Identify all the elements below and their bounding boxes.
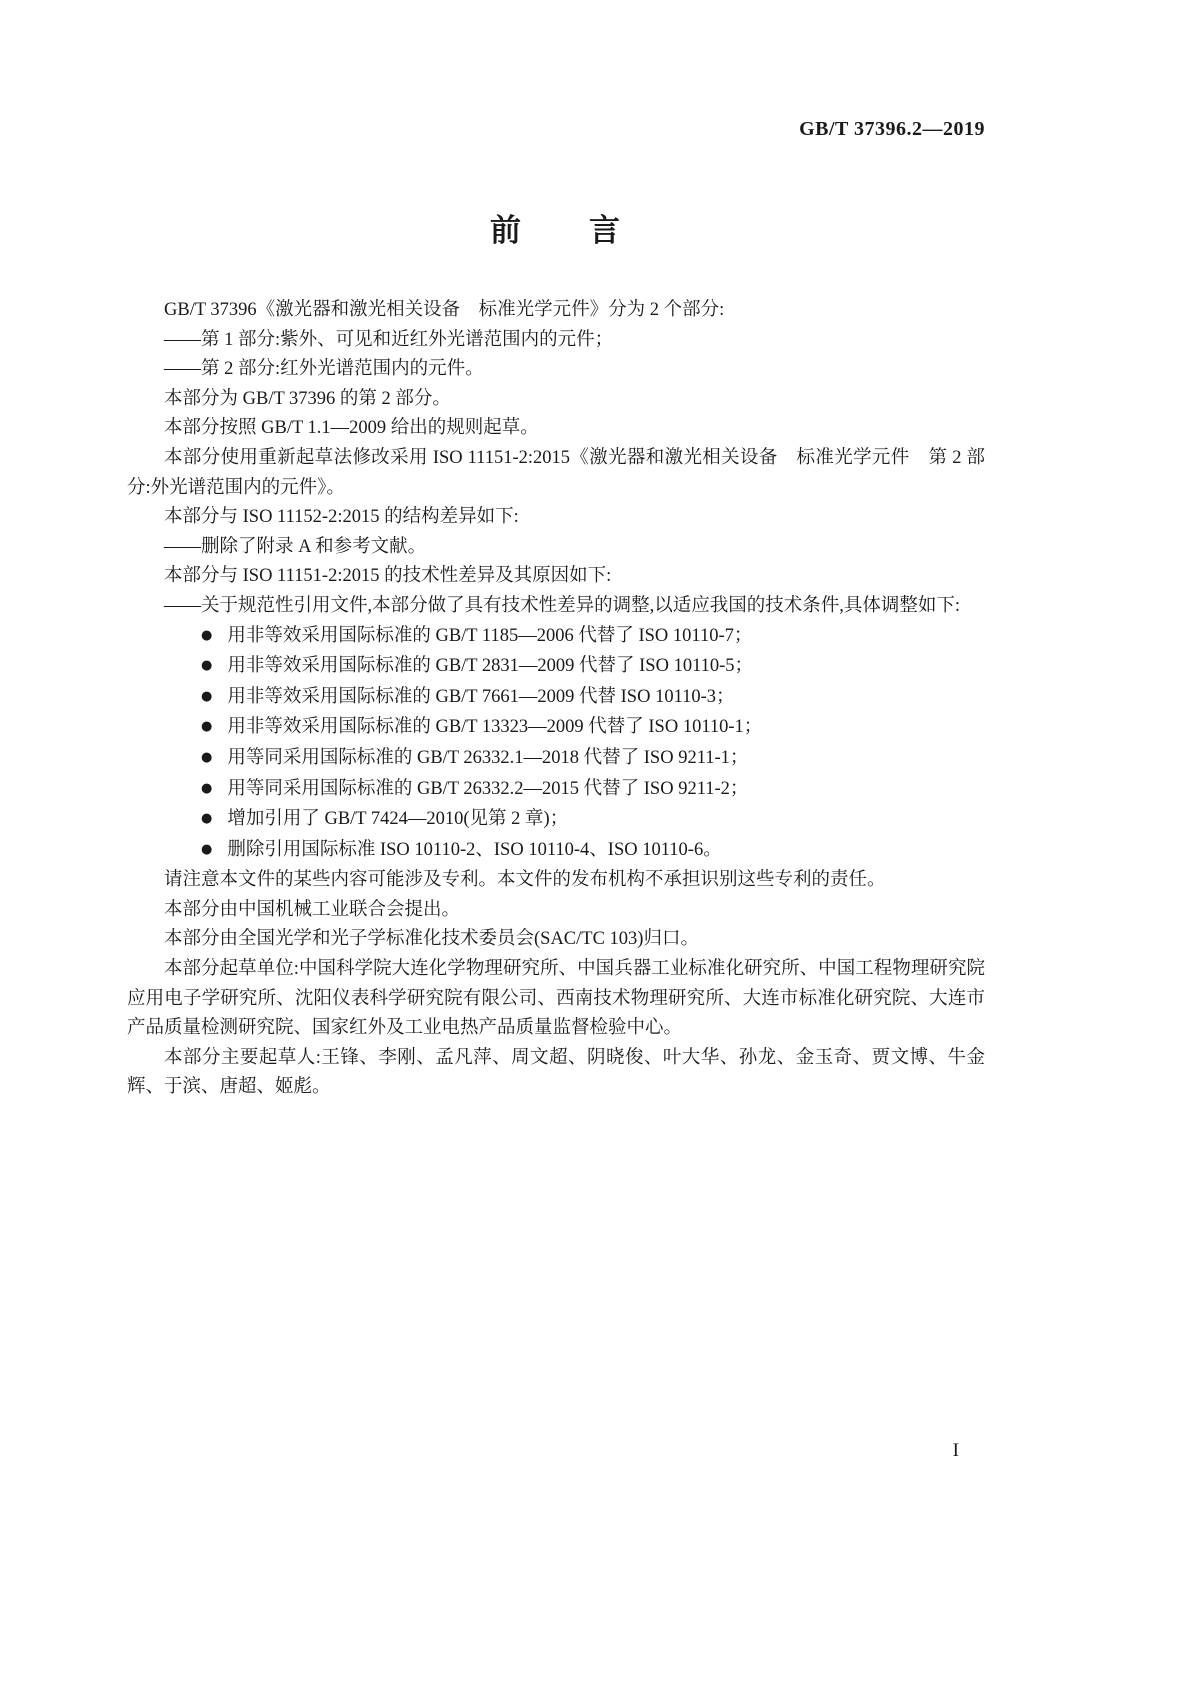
- bullet-marker-icon: ●: [201, 688, 213, 704]
- bullet-marker-icon: ●: [201, 627, 213, 643]
- bullet-marker-icon: ●: [201, 780, 213, 796]
- paragraph: 本部分由中国机械工业联合会提出。: [164, 899, 461, 920]
- bullet-text: 删除引用国际标准 ISO 10110-2、ISO 10110-4、ISO 10110-6。: [227, 839, 722, 860]
- paragraph: GB/T 37396《激光器和激光相关设备 标准光学元件》分为 2 个部分:: [164, 300, 725, 320]
- bullet-text: 用等同采用国际标准的 GB/T 26332.1—2018 代替了 ISO 9211-1；: [227, 747, 749, 768]
- page-number: I: [952, 1440, 959, 1461]
- document-body: [127, 296, 985, 1103]
- paragraph: ——删除了附录 A 和参考文献。: [164, 536, 427, 557]
- paragraph: 本部分起草单位:中国科学院大连化学物理研究所、中国兵器工业标准化研究所、中国工程物理研究院应用电子学研究所、沈阳仪表科学研究院有限公司、西南技术物理研究所、大连市标准化研究院、大连市产品质量检测研究院、国家红外及工业电热产品质量监督检验中心。: [127, 959, 985, 1039]
- bullet-text: 用等同采用国际标准的 GB/T 26332.2—2015 代替了 ISO 9211-2；: [227, 778, 749, 799]
- bullet-item: [127, 713, 985, 744]
- bullet-marker-icon: ●: [201, 811, 213, 827]
- bullet-item: [127, 683, 985, 714]
- bullet-text: 用非等效采用国际标准的 GB/T 2831—2009 代替了 ISO 10110-5；: [227, 656, 754, 677]
- bullet-item: [127, 775, 985, 806]
- bullet-marker-icon: ●: [201, 658, 213, 674]
- bullet-text: 用非等效采用国际标准的 GB/T 1185—2006 代替了 ISO 10110-7；: [227, 625, 753, 646]
- paragraph: 本部分主要起草人:王锋、李刚、孟凡萍、周文超、阴晓俊、叶大华、孙龙、金玉奇、贾文博、牛金辉、于滨、唐超、姬彪。: [127, 1047, 985, 1098]
- paragraph: ——第 2 部分:红外光谱范围内的元件。: [164, 359, 484, 380]
- paragraph: 本部分与 ISO 11151-2:2015 的技术性差异及其原因如下:: [164, 566, 612, 587]
- paragraph: 本部分使用重新起草法修改采用 ISO 11151-2:2015《激光器和激光相关设备 标准光学元件 第 2 部分:外光谱范围内的元件》。: [127, 447, 985, 498]
- paragraph: 本部分按照 GB/T 1.1—2009 给出的规则起草。: [164, 418, 539, 439]
- paragraph: 本部分由全国光学和光子学标准化技术委员会(SAC/TC 103)归口。: [164, 929, 699, 950]
- bullet-marker-icon: ●: [201, 841, 213, 857]
- paragraph: 请注意本文件的某些内容可能涉及专利。本文件的发布机构不承担识别这些专利的责任。: [164, 870, 886, 891]
- bullet-marker-icon: ●: [201, 719, 213, 735]
- paragraph: 本部分为 GB/T 37396 的第 2 部分。: [164, 388, 451, 409]
- paragraph: ——第 1 部分:紫外、可见和近红外光谱范围内的元件；: [164, 329, 614, 350]
- bullet-item: [127, 836, 985, 867]
- bullet-item: [127, 622, 985, 653]
- bullet-item: [127, 744, 985, 775]
- paragraph: ——关于规范性引用文件,本部分做了具有技术性差异的调整,以适应我国的技术条件,具体调整如下:: [164, 595, 961, 616]
- standard-code-header: GB/T 37396.2—2019: [799, 118, 985, 140]
- paragraph: 本部分与 ISO 11152-2:2015 的结构差异如下:: [164, 507, 519, 528]
- bullet-text: 用非等效采用国际标准的 GB/T 7661—2009 代替 ISO 10110-3；: [227, 686, 735, 707]
- bullet-text: 用非等效采用国际标准的 GB/T 13323—2009 代替了 ISO 10110-1；: [227, 717, 763, 738]
- bullet-text: 增加引用了 GB/T 7424—2010(见第 2 章)；: [227, 809, 569, 830]
- page-title: 前 言: [490, 213, 622, 248]
- bullet-item: [127, 652, 985, 683]
- bullet-item: [127, 805, 985, 836]
- bullet-marker-icon: ●: [201, 749, 213, 765]
